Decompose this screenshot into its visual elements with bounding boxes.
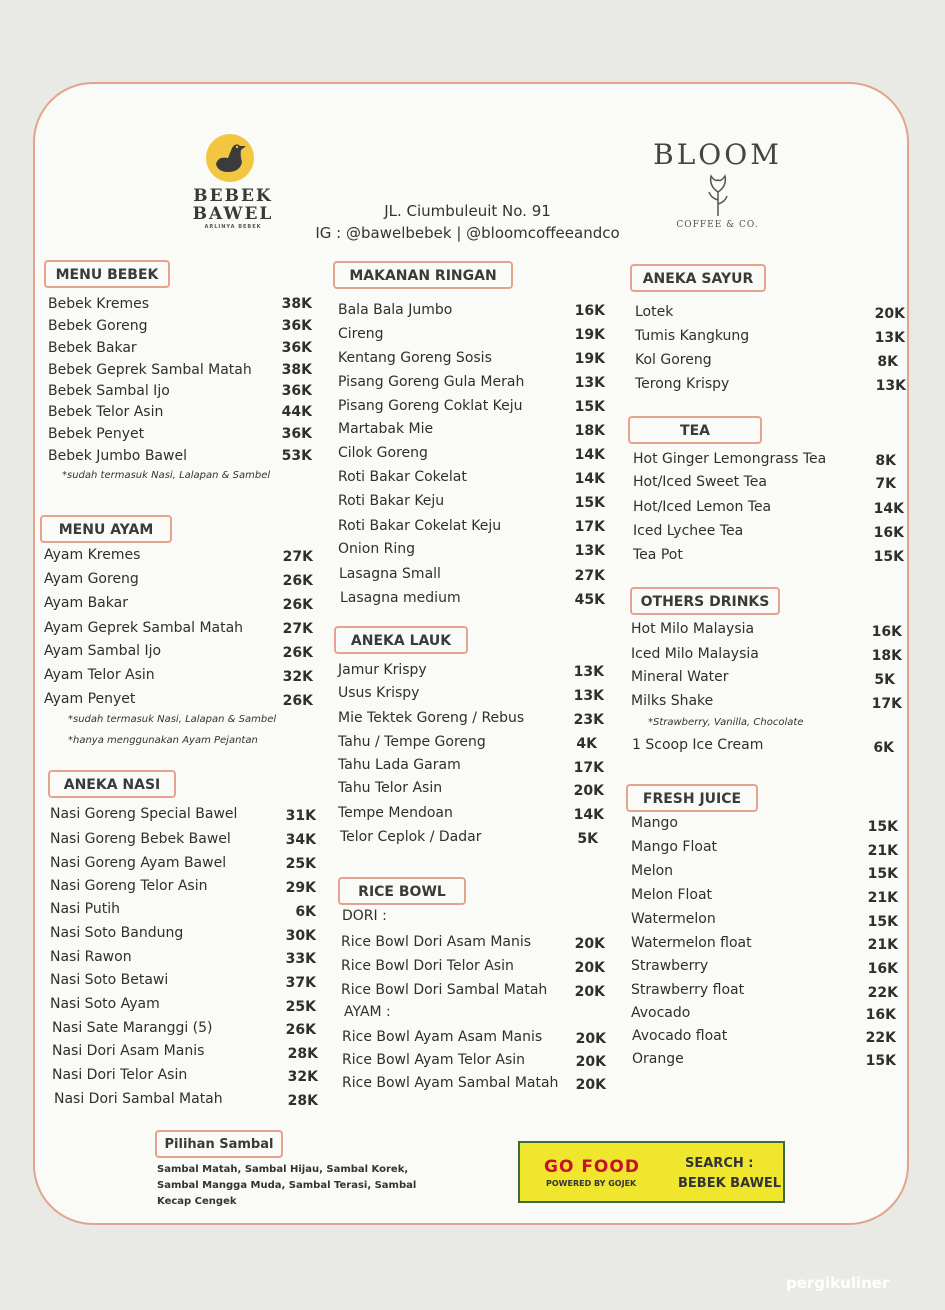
- list-item: Bebek Goreng: [48, 318, 148, 334]
- item-price: 27K: [282, 549, 313, 565]
- item-price: 4K: [576, 736, 597, 752]
- item-price: 21K: [867, 843, 898, 859]
- section-title-fresh-juice: FRESH JUICE: [626, 784, 758, 812]
- item-price: 20K: [575, 1031, 606, 1047]
- item-price: 7K: [875, 476, 896, 492]
- list-item: Onion Ring: [338, 541, 416, 557]
- list-item: Ayam Kremes: [44, 547, 141, 563]
- item-price: 8K: [875, 453, 896, 469]
- milkshake-flavors-note: *Strawberry, Vanilla, Chocolate: [648, 717, 804, 728]
- item-price: 13K: [573, 688, 604, 704]
- item-price: 20K: [573, 783, 604, 799]
- menu-bebek-note: *sudah termasuk Nasi, Lalapan & Sambel: [62, 470, 271, 481]
- item-price: 36K: [281, 340, 312, 356]
- item-price: 17K: [573, 760, 604, 776]
- list-item: Bebek Kremes: [48, 296, 150, 312]
- list-item: Lasagna medium: [340, 590, 461, 606]
- item-price: 19K: [574, 327, 605, 343]
- item-price: 26K: [285, 1022, 316, 1038]
- item-price: 32K: [282, 669, 313, 685]
- list-item: Rice Bowl Ayam Telor Asin: [342, 1052, 525, 1068]
- list-item: Mango Float: [631, 839, 718, 855]
- item-price: 23K: [573, 712, 604, 728]
- list-item: Hot Ginger Lemongrass Tea: [633, 451, 827, 467]
- gofood-banner: [518, 1141, 785, 1203]
- item-price: 31K: [285, 808, 316, 824]
- list-item: Strawberry: [631, 958, 709, 974]
- item-price: 6K: [295, 904, 316, 920]
- list-item: Tahu Lada Garam: [338, 757, 461, 773]
- item-price: 25K: [285, 999, 316, 1015]
- rice-bowl-subheading: AYAM :: [344, 1004, 391, 1020]
- item-price: 21K: [867, 937, 898, 953]
- item-price: 16K: [865, 1007, 896, 1023]
- list-item: Ayam Goreng: [44, 571, 139, 587]
- item-price: 18K: [574, 423, 605, 439]
- item-price: 15K: [867, 914, 898, 930]
- item-price: 14K: [573, 807, 604, 823]
- item-price: 16K: [873, 525, 904, 541]
- item-price: 26K: [282, 597, 313, 613]
- list-item: Nasi Dori Sambal Matah: [54, 1091, 223, 1107]
- item-price: 15K: [574, 399, 605, 415]
- list-item: Melon: [631, 863, 674, 879]
- item-price: 17K: [871, 696, 902, 712]
- item-price: 38K: [281, 296, 312, 312]
- list-item: Nasi Goreng Bebek Bawel: [50, 831, 231, 847]
- item-price: 14K: [873, 501, 904, 517]
- section-title-aneka-nasi: ANEKA NASI: [48, 770, 176, 798]
- item-price: 22K: [867, 985, 898, 1001]
- list-item: Tumis Kangkung: [635, 328, 750, 344]
- list-item: Nasi Dori Telor Asin: [52, 1067, 188, 1083]
- list-item: Rice Bowl Dori Asam Manis: [341, 934, 532, 950]
- list-item: Tea Pot: [633, 547, 683, 563]
- list-item: Rice Bowl Dori Telor Asin: [341, 958, 514, 974]
- list-item: Jamur Krispy: [338, 662, 427, 678]
- gofood-logo: GO FOOD: [544, 1157, 640, 1177]
- menu-ayam-note: *sudah termasuk Nasi, Lalapan & Sambel: [68, 714, 277, 725]
- list-item: Martabak Mie: [338, 421, 434, 437]
- list-item: Roti Bakar Cokelat: [338, 469, 467, 485]
- item-price: 16K: [867, 961, 898, 977]
- list-item: Bebek Sambal Ijo: [48, 383, 170, 399]
- list-item: Avocado: [631, 1005, 691, 1021]
- item-price: 15K: [867, 819, 898, 835]
- list-item: Terong Krispy: [635, 376, 730, 392]
- list-item: Bebek Penyet: [48, 426, 145, 442]
- address: JL. Ciumbuleuit No. 91: [384, 202, 551, 220]
- item-price: 22K: [865, 1030, 896, 1046]
- section-title-rice-bowl: RICE BOWL: [338, 877, 466, 905]
- item-price: 26K: [282, 573, 313, 589]
- section-title-makanan-ringan: MAKANAN RINGAN: [333, 261, 513, 289]
- list-item: Tahu Telor Asin: [338, 780, 443, 796]
- list-item: Nasi Soto Ayam: [50, 996, 160, 1012]
- list-item: Cireng: [338, 326, 384, 342]
- bloom-logo: [635, 138, 800, 238]
- list-item: Tahu / Tempe Goreng: [338, 734, 486, 750]
- list-item: Watermelon: [631, 911, 716, 927]
- item-price: 13K: [574, 543, 605, 559]
- list-item: Bebek Bakar: [48, 340, 137, 356]
- list-item: 1 Scoop Ice Cream: [632, 737, 764, 753]
- instagram-handles: IG : @bawelbebek | @bloomcoffeeandco: [315, 224, 620, 242]
- list-item: Nasi Soto Betawi: [50, 972, 169, 988]
- list-item: Nasi Dori Asam Manis: [52, 1043, 205, 1059]
- list-item: Rice Bowl Ayam Sambal Matah: [342, 1075, 559, 1091]
- list-item: Mineral Water: [631, 669, 729, 685]
- list-item: Watermelon float: [631, 935, 752, 951]
- list-item: Bebek Geprek Sambal Matah: [48, 362, 252, 378]
- item-price: 33K: [285, 951, 316, 967]
- list-item: Hot/Iced Lemon Tea: [633, 499, 772, 515]
- list-item: Bebek Jumbo Bawel: [48, 448, 187, 464]
- list-item: Nasi Goreng Telor Asin: [50, 878, 208, 894]
- item-price: 45K: [574, 592, 605, 608]
- item-price: 26K: [282, 645, 313, 661]
- item-price: 36K: [281, 383, 312, 399]
- list-item: Ayam Geprek Sambal Matah: [44, 620, 244, 636]
- list-item: Roti Bakar Keju: [338, 493, 445, 509]
- item-price: 15K: [867, 866, 898, 882]
- item-price: 14K: [574, 471, 605, 487]
- item-price: 17K: [574, 519, 605, 535]
- item-price: 5K: [577, 831, 598, 847]
- item-price: 32K: [287, 1069, 318, 1085]
- section-title-menu-ayam: MENU AYAM: [40, 515, 172, 543]
- sambal-line: Sambal Matah, Sambal Hijau, Sambal Korek,: [157, 1164, 409, 1175]
- item-price: 8K: [877, 354, 898, 370]
- section-title-aneka-lauk: ANEKA LAUK: [334, 626, 468, 654]
- gofood-search-label: SEARCH :: [685, 1156, 754, 1171]
- list-item: Nasi Goreng Ayam Bawel: [50, 855, 227, 871]
- item-price: 16K: [871, 624, 902, 640]
- section-title-others-drinks: OTHERS DRINKS: [630, 587, 780, 615]
- list-item: Nasi Goreng Special Bawel: [50, 806, 238, 822]
- sambal-line: Kecap Cengek: [157, 1196, 237, 1207]
- item-price: 20K: [574, 984, 605, 1000]
- list-item: Iced Lychee Tea: [633, 523, 744, 539]
- item-price: 28K: [287, 1093, 318, 1109]
- menu-ayam-note: *hanya menggunakan Ayam Pejantan: [68, 735, 258, 746]
- item-price: 27K: [282, 621, 313, 637]
- item-price: 29K: [285, 880, 316, 896]
- section-title-aneka-sayur: ANEKA SAYUR: [630, 264, 766, 292]
- brand-tagline: ARLINYA BEBEK: [204, 224, 262, 230]
- list-item: Lasagna Small: [339, 566, 441, 582]
- section-title-pilihan-sambal: Pilihan Sambal: [155, 1130, 283, 1158]
- item-price: 36K: [281, 318, 312, 334]
- list-item: Hot Milo Malaysia: [631, 621, 755, 637]
- item-price: 16K: [574, 303, 605, 319]
- item-price: 13K: [874, 330, 905, 346]
- section-title-tea: TEA: [628, 416, 762, 444]
- item-price: 13K: [875, 378, 906, 394]
- item-price: 28K: [287, 1046, 318, 1062]
- list-item: Ayam Sambal Ijo: [44, 643, 162, 659]
- list-item: Ayam Penyet: [44, 691, 136, 707]
- item-price: 20K: [574, 960, 605, 976]
- item-price: 18K: [871, 648, 902, 664]
- list-item: Ayam Telor Asin: [44, 667, 155, 683]
- item-price: 20K: [575, 1054, 606, 1070]
- brand-name-line2: BAWEL: [192, 204, 274, 224]
- list-item: Nasi Sate Maranggi (5): [52, 1020, 213, 1036]
- list-item: Roti Bakar Cokelat Keju: [338, 518, 502, 534]
- item-price: 20K: [575, 1077, 606, 1093]
- item-price: 13K: [573, 664, 604, 680]
- item-price: 36K: [281, 426, 312, 442]
- list-item: Milks Shake: [631, 693, 714, 709]
- item-price: 37K: [285, 975, 316, 991]
- item-price: 15K: [574, 495, 605, 511]
- item-price: 27K: [574, 568, 605, 584]
- list-item: Bala Bala Jumbo: [338, 302, 453, 318]
- list-item: Cilok Goreng: [338, 445, 428, 461]
- item-price: 53K: [281, 448, 312, 464]
- item-price: 20K: [874, 306, 905, 322]
- list-item: Bebek Telor Asin: [48, 404, 164, 420]
- duck-icon: [206, 134, 254, 182]
- list-item: Melon Float: [631, 887, 713, 903]
- gofood-powered-by: POWERED BY GOJEK: [546, 1179, 637, 1188]
- list-item: Nasi Rawon: [50, 949, 132, 965]
- bebek-bawel-logo: [178, 120, 288, 240]
- item-price: 38K: [281, 362, 312, 378]
- list-item: Nasi Putih: [50, 901, 121, 917]
- item-price: 19K: [574, 351, 605, 367]
- list-item: Mango: [631, 815, 678, 831]
- item-price: 14K: [574, 447, 605, 463]
- list-item: Strawberry float: [631, 982, 745, 998]
- rice-bowl-subheading: DORI :: [342, 908, 387, 924]
- list-item: Tempe Mendoan: [338, 805, 453, 821]
- list-item: Lotek: [635, 304, 674, 320]
- item-price: 21K: [867, 890, 898, 906]
- list-item: Hot/Iced Sweet Tea: [633, 474, 767, 490]
- list-item: Nasi Soto Bandung: [50, 925, 184, 941]
- sambal-options: [157, 1162, 417, 1210]
- item-price: 13K: [574, 375, 605, 391]
- sambal-line: Sambal Mangga Muda, Sambal Terasi, Sambal: [157, 1180, 417, 1191]
- list-item: Mie Tektek Goreng / Rebus: [338, 710, 525, 726]
- list-item: Iced Milo Malaysia: [631, 646, 759, 662]
- item-price: 6K: [873, 740, 894, 756]
- list-item: Rice Bowl Ayam Asam Manis: [342, 1029, 543, 1045]
- list-item: Avocado float: [632, 1028, 728, 1044]
- item-price: 20K: [574, 936, 605, 952]
- list-item: Rice Bowl Dori Sambal Matah: [341, 982, 548, 998]
- item-price: 15K: [865, 1053, 896, 1069]
- gofood-search-term: BEBEK BAWEL: [678, 1176, 782, 1191]
- list-item: Telor Ceplok / Dadar: [340, 829, 482, 845]
- section-title-menu-bebek: MENU BEBEK: [44, 260, 170, 288]
- list-item: Kentang Goreng Sosis: [338, 350, 492, 366]
- item-price: 5K: [874, 672, 895, 688]
- flower-icon: [703, 172, 733, 216]
- bloom-brand-name: BLOOM: [653, 138, 782, 171]
- watermark: pergikuliner: [786, 1274, 890, 1292]
- list-item: Kol Goreng: [635, 352, 712, 368]
- item-price: 34K: [285, 832, 316, 848]
- item-price: 44K: [281, 404, 312, 420]
- list-item: Ayam Bakar: [44, 595, 128, 611]
- list-item: Pisang Goreng Coklat Keju: [338, 398, 523, 414]
- list-item: Pisang Goreng Gula Merah: [338, 374, 525, 390]
- brand-name-line1: BEBEK: [193, 186, 273, 206]
- list-item: Orange: [632, 1051, 684, 1067]
- item-price: 30K: [285, 928, 316, 944]
- item-price: 25K: [285, 856, 316, 872]
- item-price: 15K: [873, 549, 904, 565]
- bloom-subtitle: COFFEE & CO.: [676, 220, 759, 230]
- list-item: Usus Krispy: [338, 685, 420, 701]
- item-price: 26K: [282, 693, 313, 709]
